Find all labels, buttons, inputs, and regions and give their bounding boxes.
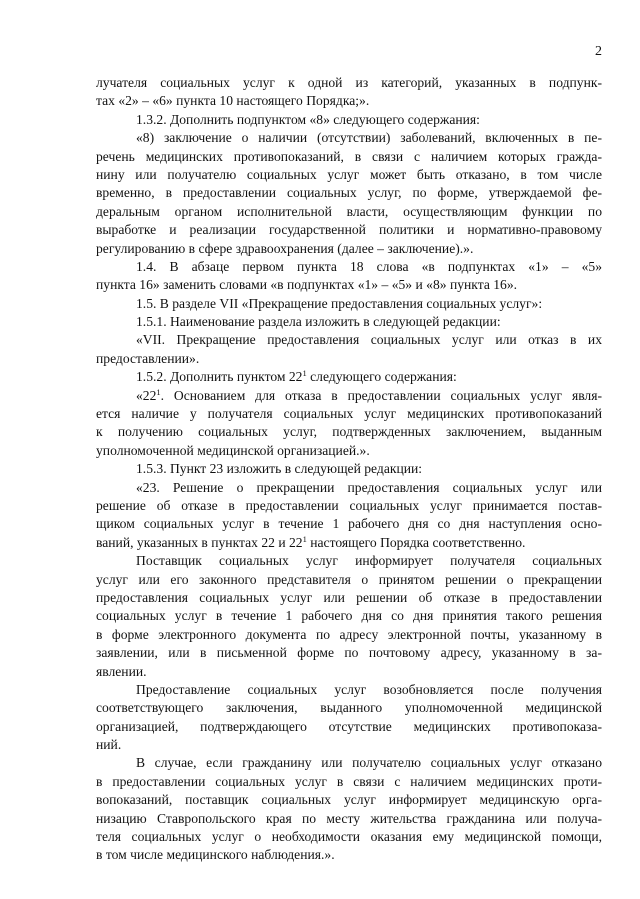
text-line: «23. Решение о прекращении предоставления социальных услуг или — [136, 479, 602, 495]
page-number: 2 — [595, 44, 602, 59]
text-line: социальных услуг в течение 1 рабочего дня со дня принятия такого решения — [96, 608, 602, 624]
superscript: 1 — [302, 533, 307, 544]
text-line: ний. — [96, 737, 122, 753]
text-line: 1.4. В абзаце первом пункта 18 слова «в подпунктах «1» – «5» — [136, 258, 602, 274]
text-line: речень медицинских противопоказаний, в связи с наличием которых гражда- — [96, 148, 602, 164]
text-line: «$22^1$. Основанием для отказа в предоставлении социальных услуг явля- — [136, 386, 602, 403]
text-line: «8) заключение о наличии (отсутствии) заболеваний, включенных в пе- — [136, 130, 602, 146]
text-line: пункта 16» заменить словами «в подпунктах «1» – «5» и «8» пункта 16». — [96, 277, 518, 293]
text-line: 1.5. В разделе VII «Прекращение предоставления социальных услуг»: — [136, 295, 543, 311]
paragraph — [96, 129, 602, 258]
text-line: нину или получателю социальных услуг может быть отказано, в том числе — [96, 166, 602, 182]
paragraph — [96, 681, 602, 755]
text-line: регулированию в сфере здравоохранения (далее – заключение).». — [96, 240, 474, 256]
text-line: тах «2» – «6» пункта 10 настоящего Порядка;». — [96, 93, 370, 109]
paragraph — [96, 479, 602, 553]
text-line: решение об отказе в предоставлении социальных услуг принимается постав- — [96, 497, 602, 513]
paragraph — [96, 111, 602, 129]
superscript: 1 — [156, 386, 161, 397]
text-line: Предоставление социальных услуг возобновляется после получения — [136, 681, 602, 697]
text-line: выработке и реализации государственной политики и нормативно-правовому — [96, 222, 602, 238]
text-line: в предоставлении социальных услуг в связи с наличием медицинских проти- — [96, 773, 602, 789]
text-line: низацию Ставропольского края по месту жительства гражданина или получа- — [96, 810, 602, 826]
text-line: щиком социальных услуг в течение 1 рабочего дня со дня наступления осно- — [96, 516, 602, 532]
text-line: В случае, если гражданину или получателю социальных услуг отказано — [136, 755, 602, 771]
text-line: предоставления социальных услуг или решении об отказе в предоставлении — [96, 589, 602, 605]
text-line: «VII. Прекращение предоставления социальных услуг или отказ в их — [136, 332, 602, 348]
text-line: уполномоченной медицинской организацией.». — [96, 442, 370, 458]
text-line: 1.5.3. Пункт 23 изложить в следующей редакции: — [136, 461, 423, 477]
text-line: соответствующего заключения, выданного уполномоченной медицинской — [96, 700, 602, 716]
text-line: явлении. — [96, 663, 147, 679]
paragraph — [96, 387, 602, 461]
text-line: ваний, указанных в пунктах 22 и $22^1$ настоящего Порядка соответственно. — [96, 533, 526, 550]
text-line: ется наличие у получателя социальных услуг медицинских противопоказаний — [96, 406, 602, 422]
document-body — [96, 74, 602, 865]
paragraph — [96, 754, 602, 864]
text-line: к получению социальных услуг, подтвержденных заключением, выданным — [96, 424, 602, 440]
superscript: 1 — [302, 368, 307, 379]
paragraph — [96, 258, 602, 295]
text-line: предоставлении». — [96, 350, 200, 366]
text-line: в том числе медицинского наблюдения.». — [96, 847, 335, 863]
text-line: лучателя социальных услуг к одной из категорий, указанных в подпунк- — [96, 75, 602, 90]
text-line: временно, в предоставлении социальных услуг, по форме, утверждаемой фе- — [96, 185, 602, 201]
text-line: 1.5.1. Наименование раздела изложить в следующей редакции: — [136, 314, 501, 330]
paragraph — [96, 331, 602, 368]
paragraph — [96, 368, 602, 386]
text-line: организацией, подтверждающего отсутствие медицинских противопоказа- — [96, 718, 602, 734]
text-line: услуг или его законного представителя о принятом решении о прекращении — [96, 571, 602, 587]
text-line: Поставщик социальных услуг информирует получателя социальных — [136, 553, 602, 569]
paragraph — [96, 295, 602, 313]
text-line: 1.5.2. Дополнить пунктом $22^1$ следующего содержания: — [136, 368, 457, 385]
text-line: вопоказаний, поставщик социальных услуг информирует медицинскую орга- — [96, 792, 602, 808]
paragraph — [96, 74, 602, 111]
paragraph — [96, 552, 602, 681]
text-line: деральным органом исполнительной власти, осуществляющим функции по — [96, 203, 602, 219]
text-line: 1.3.2. Дополнить подпунктом «8» следующего содержания: — [136, 111, 480, 127]
paragraph — [96, 313, 602, 331]
text-line: заявлении, или в письменной форме по почтовому адресу, указанному в за- — [96, 645, 602, 661]
paragraph — [96, 460, 602, 478]
text-line: в форме электронного документа по адресу электронной почты, указанному в — [96, 626, 602, 642]
text-line: теля социальных услуг о необходимости оказания ему медицинской помощи, — [96, 829, 602, 845]
